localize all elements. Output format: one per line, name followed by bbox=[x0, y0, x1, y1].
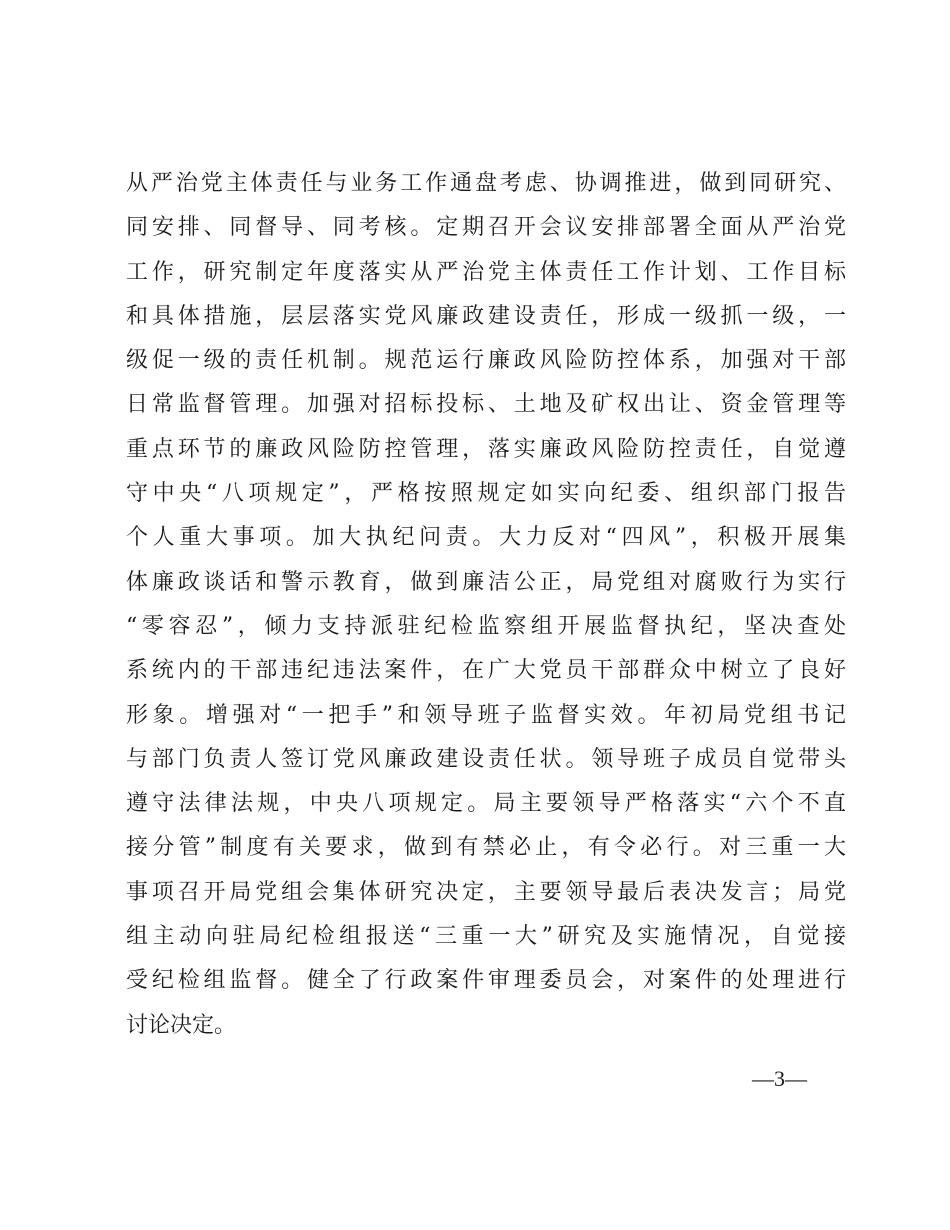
paragraph-line-13: 形象。增强对“一把手”和领导班子监督实效。年初局党组书记 bbox=[126, 702, 846, 728]
paragraph-line-20: 讨论决定。 bbox=[126, 1012, 237, 1038]
paragraph-line-8: 守中央“八项规定”，严格按照规定如实向纪委、组织部门报告 bbox=[126, 481, 846, 507]
paragraph-line-9: 个人重大事项。加大执纪问责。大力反对“四风”，积极开展集 bbox=[126, 525, 846, 551]
body-paragraph bbox=[126, 162, 846, 1048]
paragraph-line-3: 工作，研究制定年度落实从严治党主体责任工作计划、工作目标 bbox=[126, 259, 846, 285]
paragraph-line-19: 受纪检组监督。健全了行政案件审理委员会，对案件的处理进行 bbox=[126, 968, 846, 994]
paragraph-line-10: 体廉政谈话和警示教育，做到廉洁公正，局党组对腐败行为实行 bbox=[126, 569, 846, 595]
paragraph-line-11: “零容忍”，倾力支持派驻纪检监察组开展监督执纪，坚决查处 bbox=[126, 613, 846, 639]
paragraph-line-16: 接分管”制度有关要求，做到有禁必止，有令必行。对三重一大 bbox=[126, 835, 846, 861]
paragraph-line-7: 重点环节的廉政风险防控管理，落实廉政风险防控责任，自觉遵 bbox=[126, 436, 846, 462]
paragraph-line-1: 从严治党主体责任与业务工作通盘考虑、协调推进，做到同研究、 bbox=[126, 171, 846, 196]
page-number: —3— bbox=[752, 1066, 807, 1091]
paragraph-line-12: 系统内的干部违纪违法案件，在广大党员干部群众中树立了良好 bbox=[126, 658, 846, 684]
paragraph-line-4: 和具体措施，层层落实党风廉政建设责任，形成一级抓一级，一 bbox=[126, 303, 846, 329]
paragraph-line-14: 与部门负责人签订党风廉政建设责任状。领导班子成员自觉带头 bbox=[126, 746, 846, 772]
paragraph-line-17: 事项召开局党组会集体研究决定，主要领导最后表决发言；局党 bbox=[126, 879, 846, 905]
paragraph-line-18: 组主动向驻局纪检组报送“三重一大”研究及实施情况，自觉接 bbox=[126, 924, 846, 950]
paragraph-line-15: 遵守法律法规，中央八项规定。局主要领导严格落实“六个不直 bbox=[126, 791, 846, 817]
paragraph-line-6: 日常监督管理。加强对招标投标、土地及矿权出让、资金管理等 bbox=[126, 392, 846, 418]
paragraph-line-2: 同安排、同督导、同考核。定期召开会议安排部署全面从严治党 bbox=[126, 215, 846, 241]
paragraph-line-5: 级促一级的责任机制。规范运行廉政风险防控体系，加强对干部 bbox=[126, 348, 846, 374]
